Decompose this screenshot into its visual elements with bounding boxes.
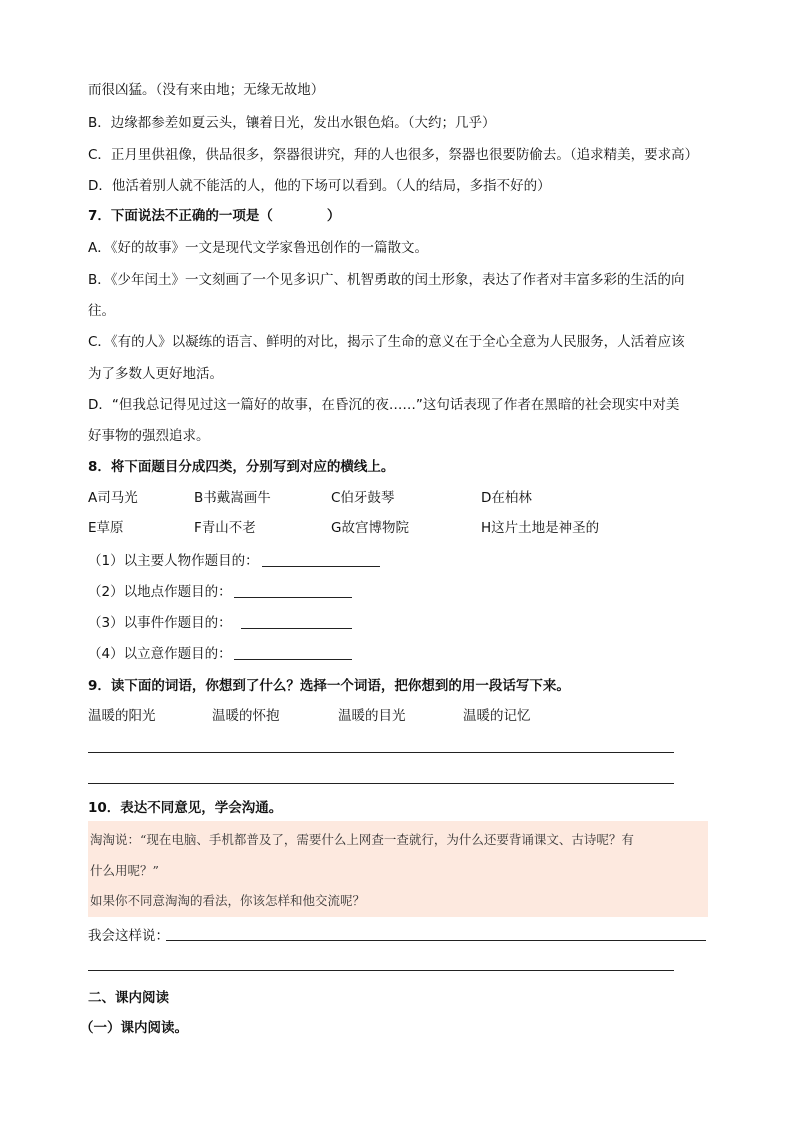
q7-option-b-line2: 往。 (88, 303, 115, 319)
q8-item-4-blank[interactable] (234, 659, 352, 660)
q7-option-d-line2: 好事物的强烈追求。 (88, 428, 210, 444)
q8-title: 8．将下面题目分成四类，分别写到对应的横线上。 (88, 459, 395, 475)
q9-answer-line-2[interactable] (88, 783, 674, 784)
q7-title: 7．下面说法不正确的一项是（ ） (88, 208, 341, 224)
q9-answer-line-1[interactable] (88, 752, 674, 753)
q8-item-1-label: （1）以主要人物作题目的： (88, 553, 259, 569)
q10-quote-line2: 什么用呢？” (90, 863, 159, 878)
q8-option: D在柏林 (481, 490, 532, 506)
q7-option-d-line1: D．“但我总记得见过这一篇好的故事，在昏沉的夜……”这句话表现了作者在黑暗的社会现实中对美 (88, 397, 680, 413)
q7-option-b-line1: B．《少年闰土》一文刻画了一个见多识广、机智勇敢的闰土形象，表达了作者对丰富多彩的生活的向 (88, 272, 685, 288)
q8-item-3-blank[interactable] (241, 628, 352, 629)
q9-word: 温暖的目光 (338, 708, 406, 724)
q9-word: 温暖的阳光 (88, 708, 156, 724)
q8-item-2-label: （2）以地点作题目的： (88, 584, 232, 600)
q9-word: 温暖的记忆 (463, 708, 531, 724)
q8-option: B书戴嵩画牛 (194, 490, 271, 506)
q6-option-c: C．正月里供祖像，供品很多，祭器很讲究，拜的人也很多，祭器也很要防偷去。（追求精美，要求高） (88, 147, 699, 163)
q8-option: E草原 (88, 520, 124, 536)
q8-option: C伯牙鼓琴 (331, 490, 395, 506)
q8-item-4-label: （4）以立意作题目的： (88, 646, 232, 662)
section-2-subtitle: （一）课内阅读。 (80, 1020, 188, 1036)
q10-answer-label: 我会这样说： (88, 928, 169, 944)
q7-option-c-line1: C．《有的人》以凝练的语言、鲜明的对比，揭示了生命的意义在于全心全意为人民服务，人活着应该 (88, 334, 685, 350)
q9-word: 温暖的怀抱 (212, 708, 280, 724)
q8-item-3-label: （3）以事件作题目的： (88, 615, 232, 631)
q8-item-2-blank[interactable] (234, 597, 352, 598)
q10-prompt: 如果你不同意淘淘的看法，你该怎样和他交流呢？ (90, 893, 366, 908)
q10-answer-line-1[interactable] (166, 940, 706, 941)
q6-option-b: B．边缘都参差如夏云头，镶着日光，发出水银色焰。（大约；几乎） (88, 115, 496, 131)
q10-title: 10．表达不同意见，学会沟通。 (88, 800, 283, 816)
q6-option-a-tail: 而很凶猛。（没有来由地；无缘无故地） (88, 82, 325, 98)
section-2-title: 二、课内阅读 (88, 990, 169, 1006)
q7-option-a: A．《好的故事》一文是现代文学家鲁迅创作的一篇散文。 (88, 240, 428, 256)
q8-option: G故宫博物院 (331, 520, 409, 536)
q10-quote-line1: 淘淘说：“现在电脑、手机都普及了，需要什么上网查一查就行，为什么还要背诵课文、古诗呢？有 (90, 832, 634, 847)
q7-option-c-line2: 为了多数人更好地活。 (88, 366, 223, 382)
q10-quote-box (88, 821, 708, 917)
q8-option: H这片土地是神圣的 (481, 520, 600, 536)
q8-item-1-blank[interactable] (262, 566, 380, 567)
q6-option-d: D．他活着别人就不能活的人，他的下场可以看到。（人的结局，多指不好的） (88, 178, 551, 194)
q9-title: 9．读下面的词语，你想到了什么？选择一个词语，把你想到的用一段话写下来。 (88, 678, 570, 694)
q10-answer-line-2[interactable] (88, 970, 674, 971)
q8-option: F青山不老 (194, 520, 256, 536)
q8-option: A司马光 (88, 490, 138, 506)
